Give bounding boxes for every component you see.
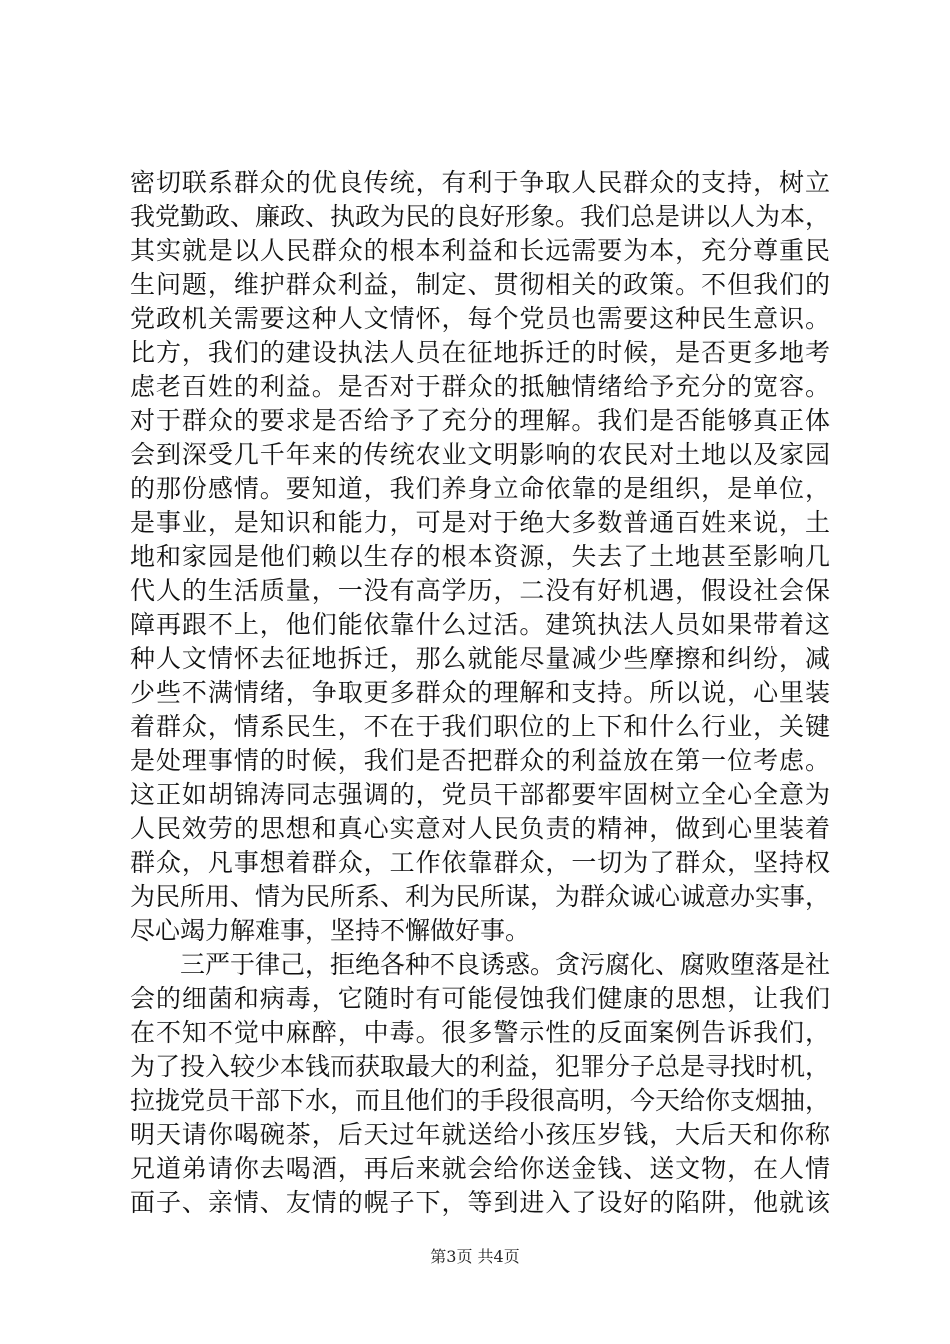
text-line: 党政机关需要这种人文情怀，每个党员也需要这种民生意识。	[130, 304, 830, 333]
text-line: 在不知不觉中麻醉，中毒。很多警示性的反面案例告诉我们，	[130, 1018, 830, 1047]
page-footer: 第3页 共4页	[430, 1247, 520, 1266]
text-line: 尽心竭力解难事，坚持不懈做好事。	[130, 916, 531, 945]
text-line: 明天请你喝碗茶，后天过年就送给小孩压岁钱，大后天和你称	[130, 1120, 830, 1149]
text-line: 的那份感情。要知道，我们养身立命依靠的是组织，是单位，	[130, 474, 830, 503]
paragraph-start-line: 三严于律己，拒绝各种不良诱惑。贪污腐化、腐败堕落是社	[180, 950, 830, 979]
text-line: 兄道弟请你去喝酒，再后来就会给你送金钱、送文物，在人情	[130, 1154, 830, 1183]
text-line: 群众，凡事想着群众，工作依靠群众，一切为了群众，坚持权	[130, 848, 830, 877]
text-line: 为民所用、情为民所系、利为民所谋，为群众诚心诚意办实事，	[130, 882, 830, 911]
text-line: 是处理事情的时候，我们是否把群众的利益放在第一位考虑。	[130, 746, 830, 775]
text-line: 障再跟不上，他们能依靠什么过活。建筑执法人员如果带着这	[130, 610, 830, 639]
text-line: 我党勤政、廉政、执政为民的良好形象。我们总是讲以人为本，	[130, 202, 830, 231]
text-line: 生问题，维护群众利益，制定、贯彻相关的政策。不但我们的	[130, 270, 830, 299]
text-line: 密切联系群众的优良传统，有利于争取人民群众的支持，树立	[130, 168, 830, 197]
text-line: 比方，我们的建设执法人员在征地拆迁的时候，是否更多地考	[130, 338, 830, 367]
text-line: 面子、亲情、友情的幌子下，等到进入了设好的陷阱，他就该	[130, 1188, 830, 1217]
text-line: 其实就是以人民群众的根本利益和长远需要为本，充分尊重民	[130, 236, 830, 265]
text-line: 是事业，是知识和能力，可是对于绝大多数普通百姓来说，土	[130, 508, 830, 537]
text-line: 对于群众的要求是否给予了充分的理解。我们是否能够真正体	[130, 406, 830, 435]
text-line: 拉拢党员干部下水，而且他们的手段很高明，今天给你支烟抽，	[130, 1086, 830, 1115]
text-line: 这正如胡锦涛同志强调的，党员干部都要牢固树立全心全意为	[130, 780, 830, 809]
text-line: 代人的生活质量，一没有高学历，二没有好机遇，假设社会保	[130, 576, 830, 605]
text-line: 种人文情怀去征地拆迁，那么就能尽量减少些摩擦和纠纷，减	[130, 644, 830, 673]
text-line: 虑老百姓的利益。是否对于群众的抵触情绪给予充分的宽容。	[130, 372, 830, 401]
text-line: 会的细菌和病毒，它随时有可能侵蚀我们健康的思想，让我们	[130, 984, 830, 1013]
text-line: 着群众，情系民生，不在于我们职位的上下和什么行业，关键	[130, 712, 830, 741]
text-line: 地和家园是他们赖以生存的根本资源，失去了土地甚至影响几	[130, 542, 830, 571]
text-line: 为了投入较少本钱而获取最大的利益，犯罪分子总是寻找时机，	[130, 1052, 830, 1081]
text-line: 会到深受几千年来的传统农业文明影响的农民对土地以及家园	[130, 440, 830, 469]
text-line: 人民效劳的思想和真心实意对人民负责的精神，做到心里装着	[130, 814, 830, 843]
text-line: 少些不满情绪，争取更多群众的理解和支持。所以说，心里装	[130, 678, 830, 707]
